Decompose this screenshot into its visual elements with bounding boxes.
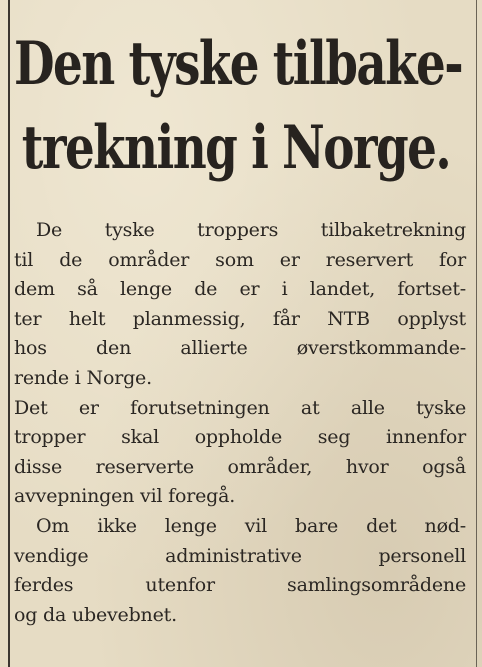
headline — [14, 22, 463, 190]
article-body — [14, 216, 466, 630]
column-rule-left — [8, 0, 10, 667]
paragraph-1-line: ter helt planmessig, får NTB opplyst — [14, 307, 466, 330]
paragraph-3-line: og da ubevebnet. — [14, 603, 177, 626]
paragraph-2-line: Det er forutsetningen at alle tyske — [14, 396, 466, 419]
paragraph-1-line: De tyske troppers tilbaketrekning — [36, 219, 466, 241]
headline-line-1: Den tyske tilbake- — [14, 29, 463, 99]
paragraph-1-line: hos den allierte øverstkommande- — [14, 337, 466, 360]
paragraph-1-line: rende i Norge. — [14, 366, 152, 389]
paragraph-3-line: vendige administrative personell — [14, 544, 466, 567]
paragraph-2-line: disse reserverte områder, hvor også — [14, 455, 466, 478]
paragraph-2-line: tropper skal oppholde seg innenfor — [14, 426, 466, 449]
paragraph-3-line: Om ikke lenge vil bare det nød- — [36, 514, 466, 537]
column-rule-right — [476, 0, 477, 667]
headline-line-2: trekning i Norge. — [21, 113, 451, 183]
paragraph-2-line: avvepningen vil foregå. — [14, 485, 236, 508]
paragraph-3-line: ferdes utenfor samlingsområdene — [14, 574, 466, 597]
paragraph-1-line: til de områder som er reservert for — [14, 248, 466, 271]
paragraph-1-line: dem så lenge de er i landet, fortset- — [14, 278, 466, 301]
